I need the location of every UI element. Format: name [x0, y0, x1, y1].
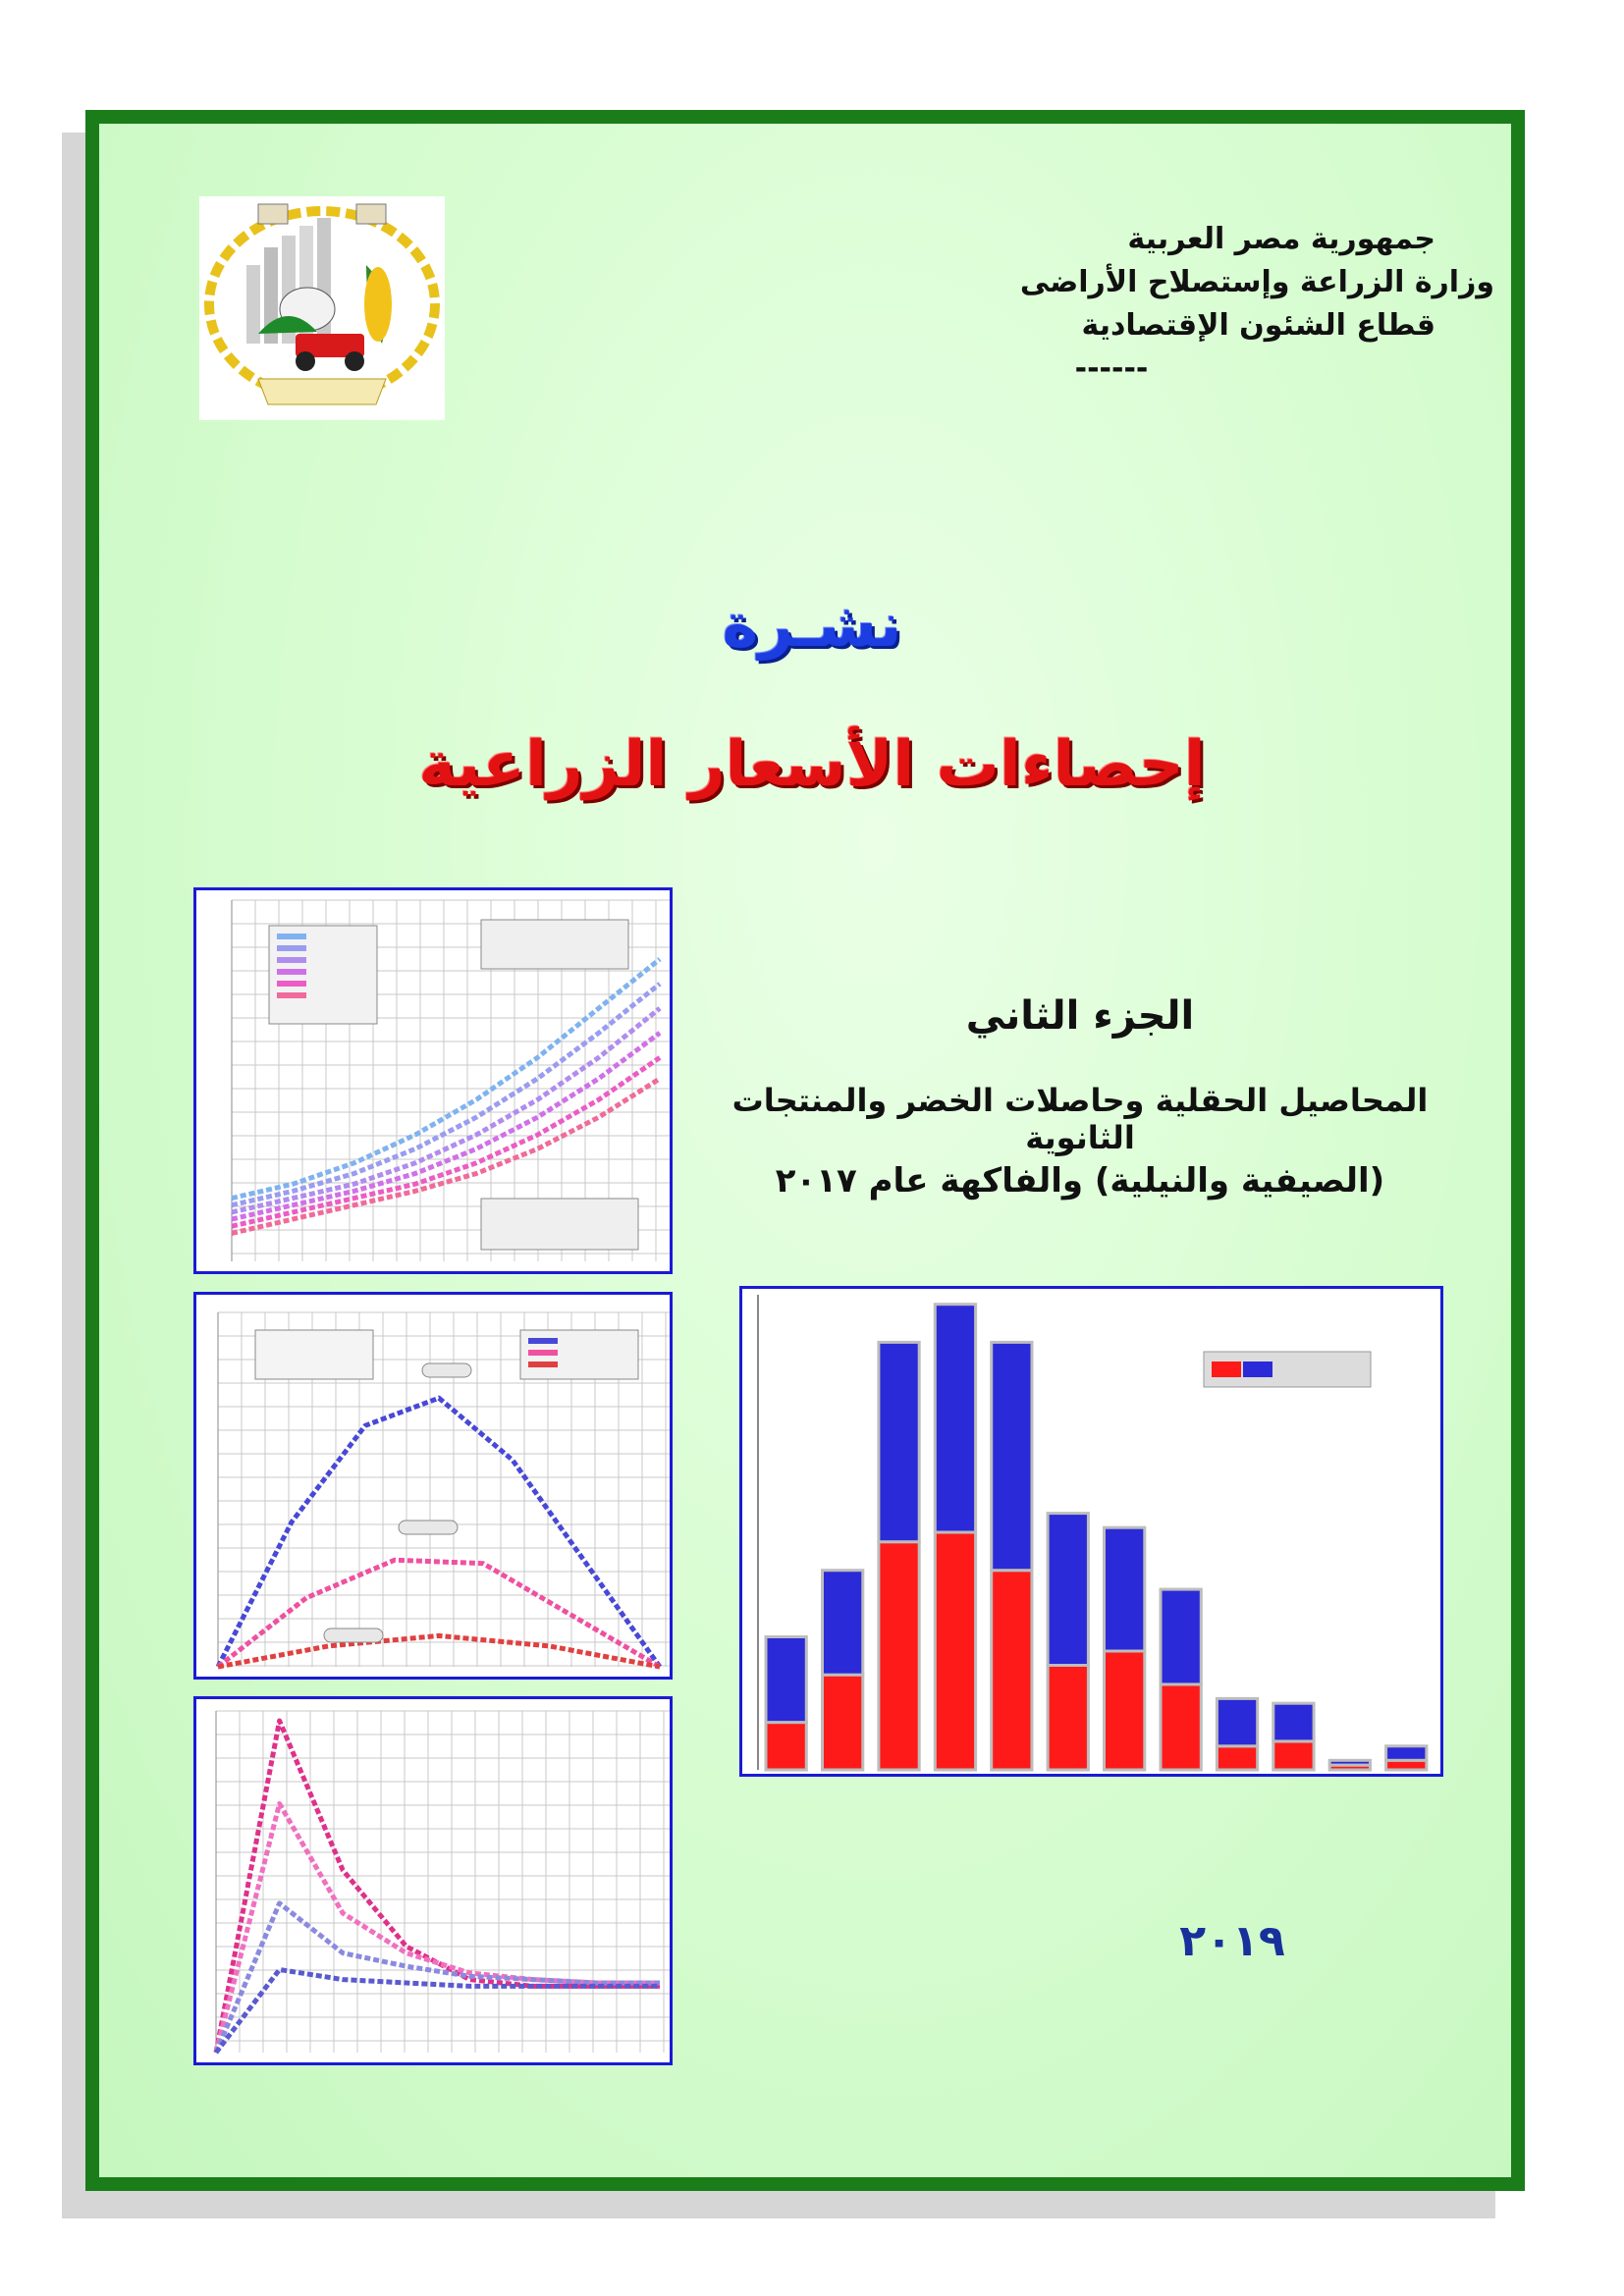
bar-red: [1161, 1684, 1201, 1770]
legend-swatch: [277, 945, 306, 951]
bar-blue: [823, 1571, 863, 1676]
bar-red: [823, 1675, 863, 1770]
ministry-emblem-icon: [199, 196, 445, 420]
bar-blue: [1048, 1514, 1088, 1666]
bar-blue: [1273, 1703, 1314, 1741]
chart-note-box: [255, 1330, 373, 1379]
bar-blue: [1217, 1698, 1257, 1745]
legend-swatch: [528, 1338, 558, 1344]
legend-swatch: [277, 992, 306, 998]
header-separator: ------: [1074, 351, 1149, 386]
chart-stacked-bars-svg: [742, 1289, 1440, 1774]
part-subtitle-2: (الصيفية والنيلية) والفاكهة عام ٢٠١٧: [775, 1161, 1385, 1201]
legend-swatch: [277, 969, 306, 975]
bulletin-subject: إحصاءات الأسعار الزراعية: [418, 728, 1206, 801]
chart-callout: [399, 1521, 458, 1534]
header-country: جمهورية مصر العربية: [1127, 222, 1435, 256]
chart-grid: [216, 1711, 670, 2053]
chart-note-box: [481, 920, 628, 969]
bar-blue: [1105, 1527, 1145, 1651]
series-line-2: [218, 1635, 660, 1667]
legend-swatch: [1243, 1362, 1272, 1377]
part-label: الجزء الثاني: [965, 993, 1195, 1039]
bar-red: [1217, 1746, 1257, 1770]
legend-swatch: [277, 981, 306, 987]
publication-year: ٢٠١٩: [1179, 1916, 1285, 1966]
bar-blue: [992, 1342, 1032, 1570]
part-subtitle-1: المحاصيل الحقلية وحاصلات الخضر والمنتجات الثانوية: [731, 1082, 1429, 1156]
bar-red: [935, 1532, 975, 1770]
bar-red: [1105, 1651, 1145, 1770]
bar-red: [879, 1542, 919, 1770]
bar-red: [766, 1723, 806, 1770]
legend-swatch: [277, 957, 306, 963]
legend-swatch: [277, 934, 306, 939]
chart-peak-decay-curves: [193, 1696, 673, 2065]
header-sector: قطاع الشئون الإقتصادية: [1081, 308, 1435, 343]
bar-red: [1273, 1741, 1314, 1770]
bar-blue: [879, 1342, 919, 1541]
header-ministry: وزارة الزراعة وإستصلاح الأراضى: [1019, 265, 1494, 299]
bar-blue: [766, 1637, 806, 1723]
chart-callout: [324, 1629, 383, 1642]
chart-parabolic-curves: [193, 1292, 673, 1680]
bar-blue: [1329, 1760, 1370, 1765]
bar-red: [992, 1571, 1032, 1770]
bar-blue: [1386, 1746, 1427, 1761]
chart-parabolic-curves-svg: [196, 1295, 670, 1677]
chart-stacked-bars: [739, 1286, 1443, 1777]
ministry-logo: [199, 196, 445, 420]
chart-rising-curves-svg: [196, 890, 670, 1271]
series-line-1: [218, 1560, 660, 1667]
legend-swatch: [528, 1350, 558, 1356]
legend-swatch: [1212, 1362, 1241, 1377]
bulletin-title: نشـرة: [722, 589, 902, 661]
bar-blue: [1161, 1589, 1201, 1684]
chart-rising-curves: [193, 887, 673, 1274]
chart-peak-decay-curves-svg: [196, 1699, 670, 2062]
bar-red: [1048, 1666, 1088, 1771]
chart-callout: [422, 1363, 471, 1377]
ministry-header: [827, 218, 1494, 391]
bar-blue: [935, 1305, 975, 1532]
chart-note-box: [481, 1199, 638, 1250]
legend-swatch: [528, 1362, 558, 1367]
